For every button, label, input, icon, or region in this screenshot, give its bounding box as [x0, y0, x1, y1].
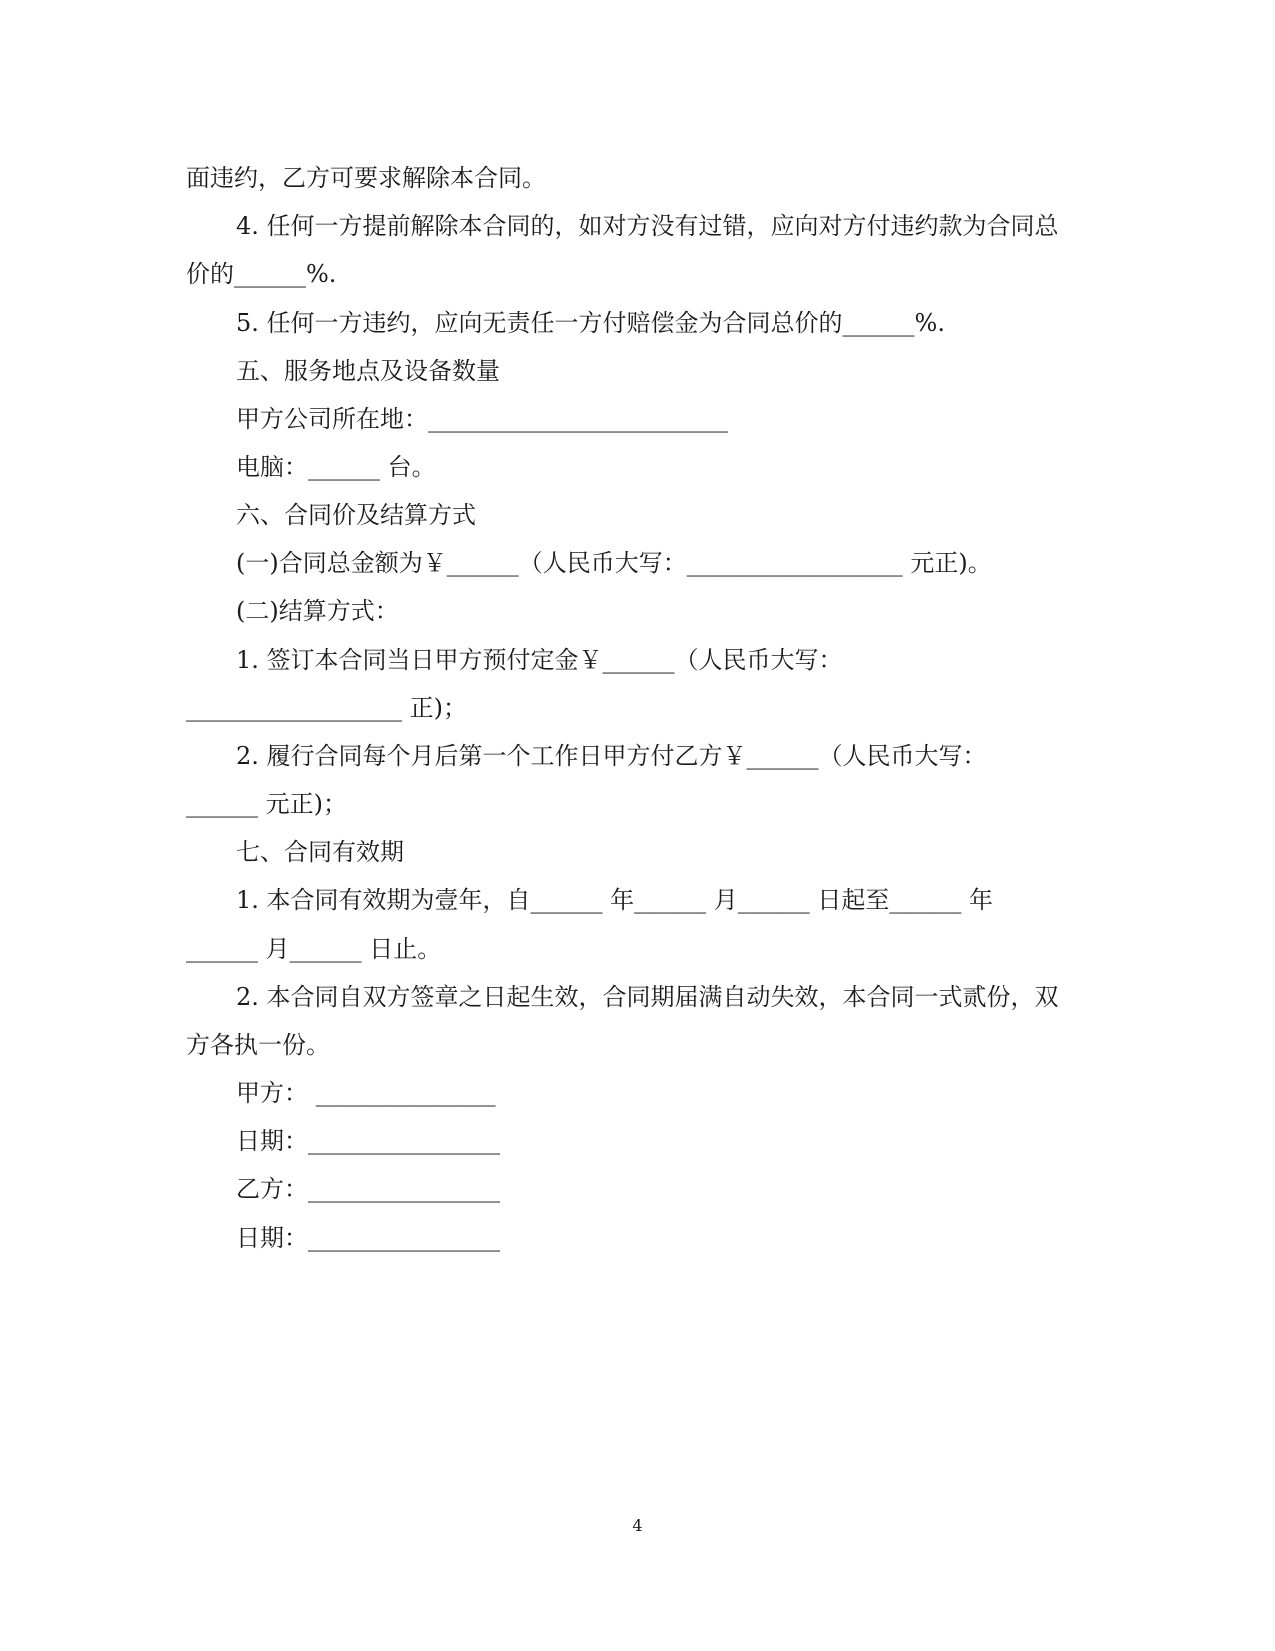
party-a-signature-field: 甲方： _______________ — [236, 1079, 496, 1107]
clause-breach-compensation: 5. 任何一方违约，应向无责任一方付赔偿金为合同总价的______%. — [236, 309, 945, 337]
total-amount-field: (一)合同总金额为￥______（人民币大写：__________________ 元正)。 — [236, 549, 992, 577]
page-number: 4 — [632, 1516, 643, 1535]
settlement-method-heading: (二)结算方式： — [236, 597, 399, 625]
section-heading-service-location: 五、服务地点及设备数量 — [236, 357, 500, 385]
text-line: 面违约，乙方可要求解除本合同。 — [186, 164, 546, 192]
computer-count-field: 电脑：______ 台。 — [236, 453, 436, 481]
party-a-address-field: 甲方公司所在地：_________________________ — [236, 405, 728, 433]
text-line: ______ 元正)； — [186, 790, 347, 818]
text-line: __________________ 正)； — [186, 694, 467, 722]
effective-clause: 2. 本合同自双方签章之日起生效，合同期届满自动失效，本合同一式贰份，双 — [236, 983, 1059, 1011]
text-line: 价的______%. — [186, 260, 337, 288]
monthly-payment-clause: 2. 履行合同每个月后第一个工作日甲方付乙方￥______（人民币大写： — [236, 742, 987, 770]
text-line: 方各执一份。 — [186, 1031, 330, 1059]
party-b-signature-field: 乙方：________________ — [236, 1175, 500, 1203]
section-heading-validity: 七、合同有效期 — [236, 838, 404, 866]
validity-period-clause: 1. 本合同有效期为壹年，自______ 年______ 月______ 日起至______ 年 — [236, 886, 994, 914]
section-heading-contract-price: 六、合同价及结算方式 — [236, 501, 476, 529]
text-line: ______ 月______ 日止。 — [186, 935, 442, 963]
deposit-clause: 1. 签订本合同当日甲方预付定金￥______（人民币大写： — [236, 646, 843, 674]
clause-early-termination: 4. 任何一方提前解除本合同的，如对方没有过错，应向对方付违约款为合同总 — [236, 212, 1059, 240]
party-a-date-field: 日期：________________ — [236, 1127, 500, 1155]
party-b-date-field: 日期：________________ — [236, 1224, 500, 1252]
